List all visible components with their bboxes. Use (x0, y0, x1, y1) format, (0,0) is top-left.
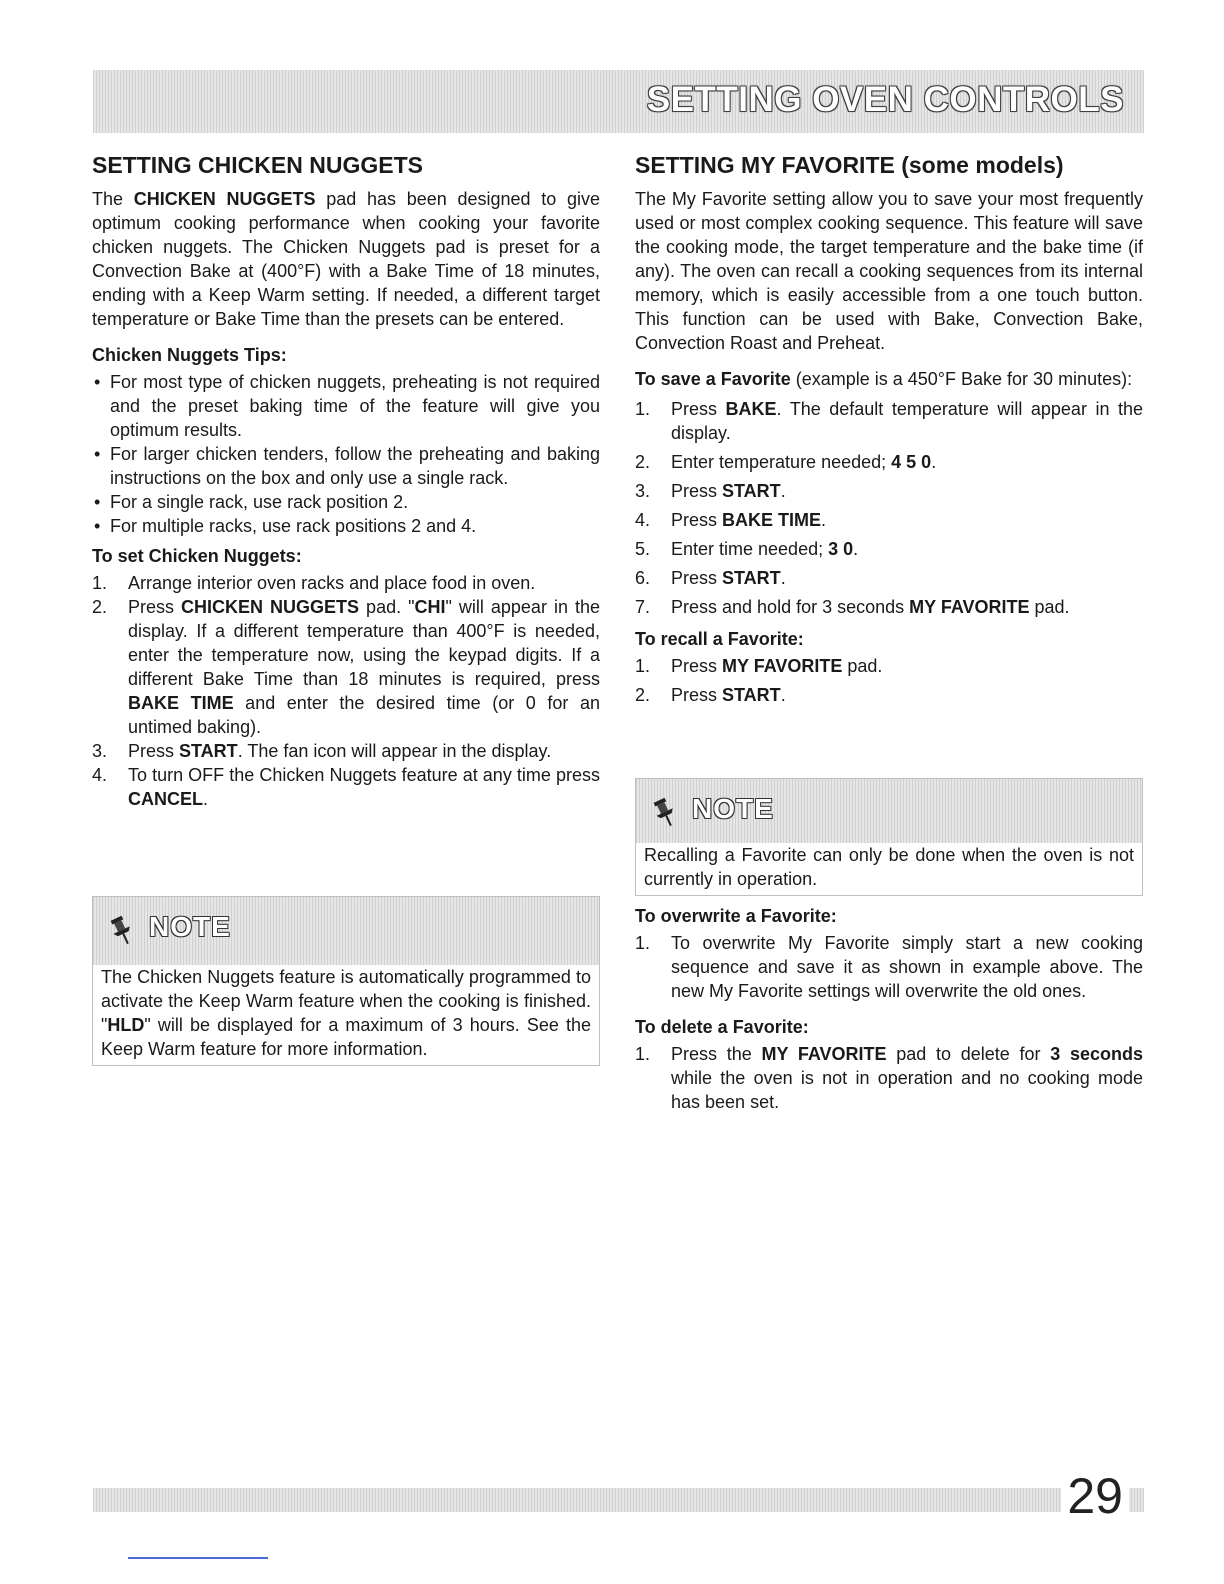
step-item (635, 450, 1143, 474)
page-number: 29 (1061, 1470, 1129, 1522)
step-text: Press the MY FAVORITE pad to delete for 3 seconds while the oven is not in operation and no cooking mode has been set. (671, 1044, 1143, 1112)
step-item (635, 654, 1143, 678)
chicken-nuggets-tips-heading: Chicken Nuggets Tips: (92, 345, 287, 365)
step-item (635, 595, 1143, 619)
note-title: NOTE (149, 911, 231, 942)
note-title: NOTE (692, 793, 774, 824)
step-text: Press MY FAVORITE pad. (671, 656, 883, 676)
delete-favorite-steps (635, 1042, 1143, 1114)
footer-band (93, 1488, 1144, 1512)
step-number: 1. (635, 1044, 651, 1064)
bold-term: 3 seconds (1050, 1044, 1143, 1064)
bold-term: BAKE TIME (722, 510, 822, 530)
save-favorite-intro: To save a Favorite (example is a 450°F Bake for 30 minutes): (635, 369, 1133, 389)
step-number: 1. (92, 573, 108, 593)
step-text: Press START. (671, 481, 786, 501)
pushpin-icon (652, 797, 678, 829)
recall-favorite-note (635, 778, 1143, 896)
note-header (636, 779, 1142, 843)
page-title: SETTING OVEN CONTROLS (646, 80, 1124, 119)
bold-term: CANCEL (128, 789, 203, 809)
bold-term: 4 5 0 (891, 452, 932, 472)
set-chicken-nuggets-steps (92, 571, 600, 811)
recall-favorite-steps (635, 654, 1143, 707)
tip-item: • For a single rack, use rack position 2. (92, 490, 600, 514)
step-item (635, 566, 1143, 590)
right-column-lower (635, 906, 1143, 1114)
page-header-band (93, 70, 1144, 133)
bold-term: BAKE TIME (128, 693, 234, 713)
bold-term: START (722, 685, 781, 705)
right-column (635, 152, 1143, 712)
bold-term: CHICKEN NUGGETS (181, 597, 360, 617)
step-number: 3. (635, 481, 651, 501)
bold-term: MY FAVORITE (722, 656, 843, 676)
step-item (635, 931, 1143, 1003)
bold-term: MY FAVORITE (909, 597, 1030, 617)
footer-rule (128, 1557, 268, 1559)
step-number: 4. (635, 510, 651, 530)
my-favorite-heading: SETTING MY FAVORITE (some models) (635, 152, 1064, 178)
step-item (635, 537, 1143, 561)
bold-term: START (179, 741, 238, 761)
delete-favorite-heading: To delete a Favorite: (635, 1017, 809, 1037)
bold-term: CHICKEN NUGGETS (133, 189, 316, 209)
tip-item: • For multiple racks, use rack positions 2 and 4. (92, 514, 600, 538)
bold-term: BAKE (725, 399, 777, 419)
step-number: 1. (635, 399, 651, 419)
tip-item: • For most type of chicken nuggets, preheating is not required and the preset baking time of the feature will give you optimum results. (92, 370, 600, 442)
tip-item: • For larger chicken tenders, follow the preheating and baking instructions on the box and only use a single rack. (92, 442, 600, 490)
step-text: To overwrite My Favorite simply start a new cooking sequence and save it as shown in example above. The new My Favorite settings will overwrite the old ones. (671, 933, 1143, 1001)
step-text: To turn OFF the Chicken Nuggets feature at any time press CANCEL. (128, 765, 600, 809)
step-number: 3. (92, 741, 108, 761)
chicken-nuggets-note (92, 896, 600, 1066)
step-text: Enter time needed; 3 0. (671, 539, 859, 559)
step-text: Press START. (671, 685, 786, 705)
step-text: Press START. The fan icon will appear in the display. (128, 741, 552, 761)
bold-term: To save a Favorite (635, 369, 791, 389)
step-text: Arrange interior oven racks and place food in oven. (128, 573, 536, 593)
bold-term: START (722, 568, 781, 588)
step-number: 1. (635, 933, 651, 953)
step-text: Press START. (671, 568, 786, 588)
step-number: 2. (635, 685, 651, 705)
step-number: 6. (635, 568, 651, 588)
chicken-nuggets-heading: SETTING CHICKEN NUGGETS (92, 152, 423, 178)
note-text: The Chicken Nuggets feature is automatically programmed to activate the Keep Warm feature when the cooking is finished. "HLD" will be displayed for a maximum of 3 hours. See the Keep Warm feature for more information. (101, 967, 591, 1059)
my-favorite-intro: The My Favorite setting allow you to save your most frequently used or most complex cooking sequence. This feature will save the cooking mode, the target temperature and the bake time (if any). The oven can recall a cooking sequences from its internal memory, which is easily accessible from a one touch button. This function can be used with Bake, Convection Bake, Convection Roast and Preheat. (635, 189, 1143, 353)
bold-term: START (722, 481, 781, 501)
bold-term: HLD (107, 1015, 145, 1035)
step-item (92, 595, 600, 739)
chicken-nuggets-tips-list (92, 370, 600, 538)
bold-term: MY FAVORITE (761, 1044, 887, 1064)
set-chicken-nuggets-heading: To set Chicken Nuggets: (92, 546, 302, 566)
step-number: 4. (92, 765, 108, 785)
chicken-nuggets-intro: The CHICKEN NUGGETS pad has been designed to give optimum cooking performance when cooking your favorite chicken nuggets. The Chicken Nuggets pad is preset for a Convection Bake at (400°F) with a Bake Time of 18 minutes, ending with a Keep Warm setting. If needed, a different target temperature or Bake Time than the presets can be entered. (92, 189, 600, 329)
step-item (635, 479, 1143, 503)
note-header (93, 897, 599, 965)
bold-term: CHI (414, 597, 446, 617)
step-item (635, 397, 1143, 445)
step-text: Press CHICKEN NUGGETS pad. "CHI" will appear in the display. If a different temperature than 400°F is needed, enter the temperature now, using the keypad digits. If a different Bake Time than 18 minutes is required, press BAKE TIME and enter the desired time (or 0 for an untimed baking). (128, 597, 601, 737)
step-item (92, 571, 600, 595)
step-number: 5. (635, 539, 651, 559)
left-column (92, 152, 600, 811)
step-number: 2. (92, 597, 108, 617)
overwrite-favorite-steps (635, 931, 1143, 1003)
recall-favorite-heading: To recall a Favorite: (635, 629, 804, 649)
note-text: Recalling a Favorite can only be done when the oven is not currently in operation. (644, 845, 1134, 889)
step-number: 7. (635, 597, 651, 617)
pushpin-icon (109, 915, 135, 947)
step-item (635, 683, 1143, 707)
step-text: Enter temperature needed; 4 5 0. (671, 452, 937, 472)
step-item (635, 1042, 1143, 1114)
bold-term: 3 0 (828, 539, 854, 559)
save-favorite-steps (635, 397, 1143, 619)
step-text: Press and hold for 3 seconds MY FAVORITE pad. (671, 597, 1070, 617)
step-item (92, 763, 600, 811)
step-number: 1. (635, 656, 651, 676)
step-text: Press BAKE. The default temperature will appear in the display. (671, 399, 1143, 443)
step-item (635, 508, 1143, 532)
step-item (92, 739, 600, 763)
step-number: 2. (635, 452, 651, 472)
overwrite-favorite-heading: To overwrite a Favorite: (635, 906, 837, 926)
step-text: Press BAKE TIME. (671, 510, 827, 530)
